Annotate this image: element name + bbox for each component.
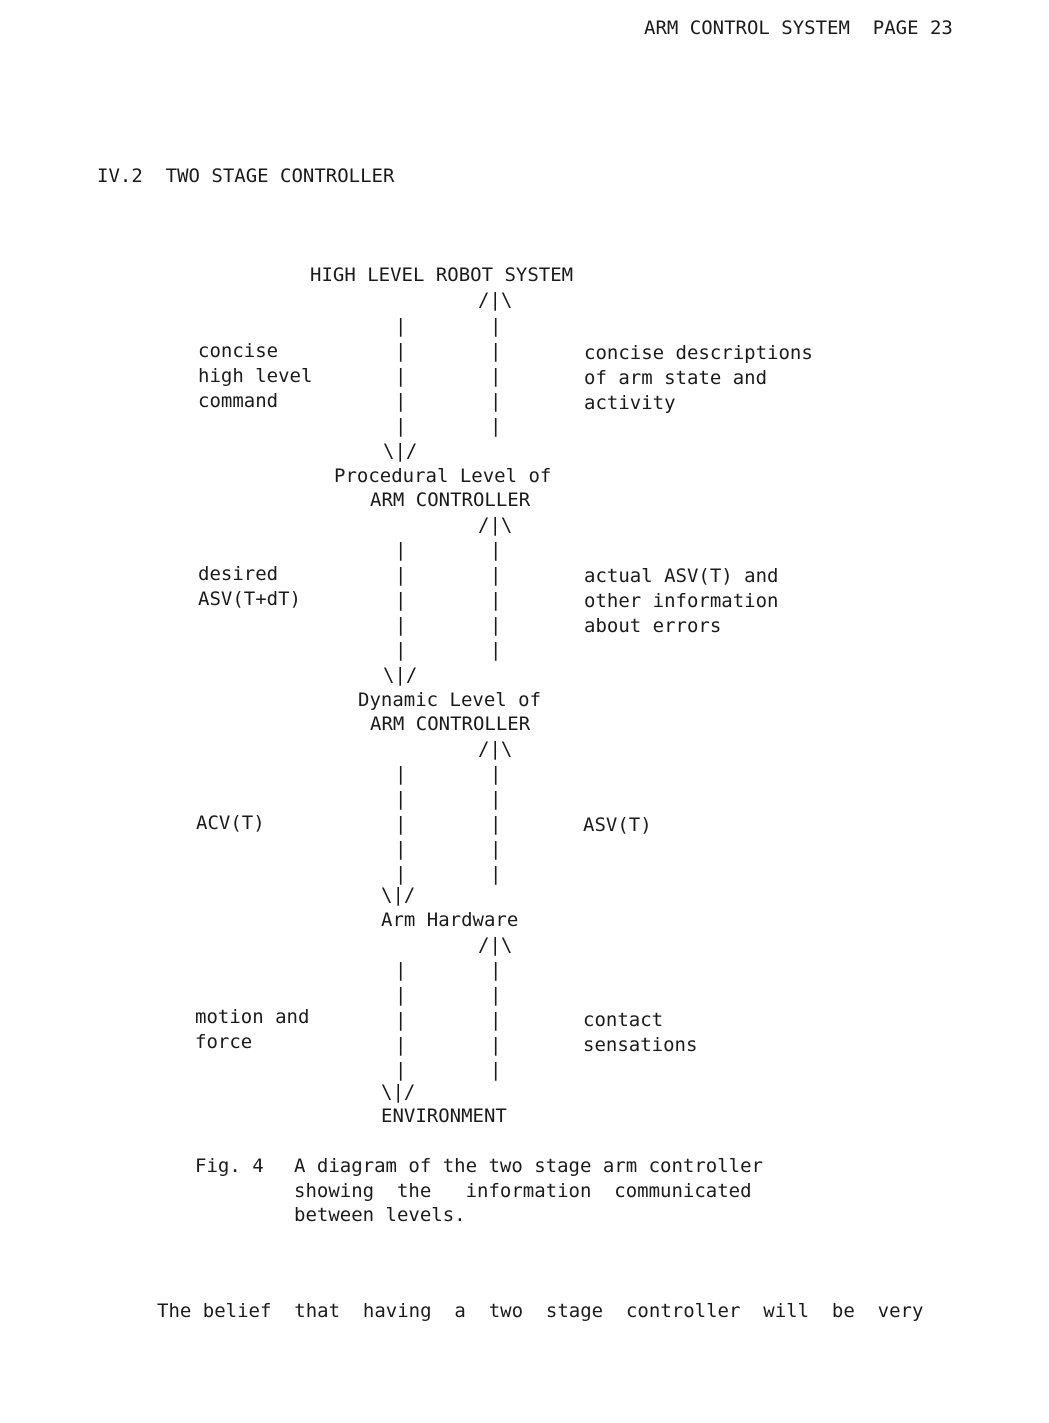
down-pipe: | [395,1059,407,1081]
up-pipe: | [490,788,502,810]
down-pipe: | [395,365,407,387]
up-arrow: /|\ [478,738,513,760]
down-label-line: desired [198,563,279,585]
node-procedural-level: Procedural Level of [334,465,552,487]
up-label-line: concise descriptions [584,342,813,364]
down-label-line: high level [198,365,313,387]
down-pipe: | [395,838,407,860]
up-pipe: | [490,539,502,561]
up-pipe: | [490,813,502,835]
down-arrow: \|/ [383,664,418,686]
up-pipe: | [490,863,502,885]
up-arrow: /|\ [478,934,513,956]
node-arm-hardware: Arm Hardware [381,909,519,931]
down-pipe: | [395,813,407,835]
node-dynamic-level-sub: ARM CONTROLLER [370,713,531,735]
down-label-line: ACV(T) [196,812,265,834]
node-environment: ENVIRONMENT [381,1105,507,1127]
down-pipe: | [395,1034,407,1056]
up-pipe: | [490,639,502,661]
down-pipe: | [395,589,407,611]
running-header: ARM CONTROL SYSTEM PAGE 23 [644,17,953,39]
up-pipe: | [490,763,502,785]
node-procedural-level-sub: ARM CONTROLLER [370,489,531,511]
down-pipe: | [395,984,407,1006]
up-pipe: | [490,1059,502,1081]
up-pipe: | [490,589,502,611]
down-pipe: | [395,539,407,561]
down-pipe: | [395,415,407,437]
figure-caption-line: between levels. [294,1204,466,1226]
down-label-line: ASV(T+dT) [198,588,301,610]
down-pipe: | [395,863,407,885]
down-pipe: | [395,1009,407,1031]
up-pipe: | [490,390,502,412]
up-pipe: | [490,1034,502,1056]
up-label-line: contact [583,1009,664,1031]
up-arrow: /|\ [478,289,513,311]
up-label-line: activity [584,392,676,414]
up-pipe: | [490,1009,502,1031]
up-label-line: about errors [584,615,722,637]
up-pipe: | [490,564,502,586]
down-label-line: force [195,1031,253,1053]
figure-label: Fig. 4 [195,1155,264,1177]
up-pipe: | [490,984,502,1006]
down-pipe: | [395,315,407,337]
up-label-line: actual ASV(T) and [584,565,779,587]
up-label-line: other information [584,590,779,612]
down-pipe: | [395,564,407,586]
down-label-line: concise [198,340,279,362]
up-arrow: /|\ [478,514,513,536]
down-pipe: | [395,959,407,981]
body-paragraph: The belief that having a two stage controller will be very [157,1300,924,1322]
down-pipe: | [395,639,407,661]
down-pipe: | [395,614,407,636]
down-label-line: command [198,390,279,412]
up-pipe: | [490,415,502,437]
down-pipe: | [395,763,407,785]
down-pipe: | [395,340,407,362]
figure-caption-line: A diagram of the two stage arm controller [294,1155,763,1177]
down-arrow: \|/ [381,884,416,906]
up-label-line: ASV(T) [583,814,652,836]
up-pipe: | [490,340,502,362]
up-pipe: | [490,959,502,981]
down-pipe: | [395,788,407,810]
up-pipe: | [490,838,502,860]
up-label-line: of arm state and [584,367,768,389]
node-dynamic-level: Dynamic Level of [358,689,542,711]
up-label-line: sensations [583,1034,698,1056]
section-title: IV.2 TWO STAGE CONTROLLER [97,165,395,187]
figure-caption-line: showing the information communicated [294,1180,752,1202]
up-pipe: | [490,365,502,387]
node-high-level-robot-system: HIGH LEVEL ROBOT SYSTEM [310,264,574,286]
up-pipe: | [490,614,502,636]
down-arrow: \|/ [381,1081,416,1103]
down-label-line: motion and [195,1006,310,1028]
down-arrow: \|/ [383,440,418,462]
down-pipe: | [395,390,407,412]
up-pipe: | [490,315,502,337]
